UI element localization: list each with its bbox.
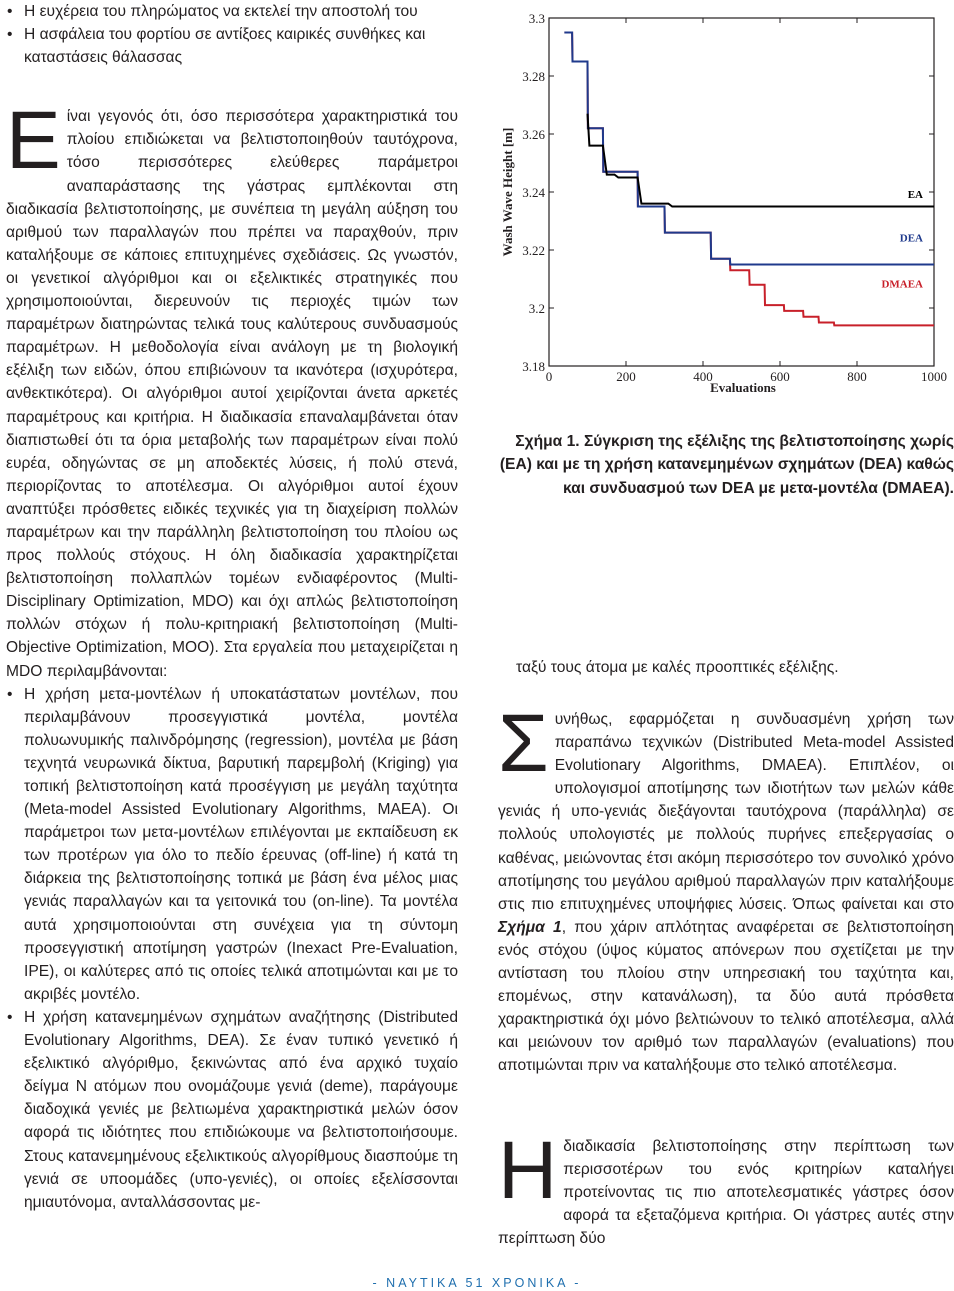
bullet-text: Η χρήση μετα-μοντέλων ή υποκατάστατων μοντέλων, που περιλαμβάνουν προσεγγιστικά μοντέλα, μοντέλα πολυωνυμικής παλινδρόμησης (regression), μοντέλα με βάση τεχνητά νευρωνικά δίκτυα, βαρυτική παρεμβολή (Kriging) για τοπική βελτιστοποίηση κατά προσέγγιση με μεγάλη ταχύτητα (Meta-model Assisted Evolutionary Algorithms, MAEA). Οι παράμετροι των μετα-μοντέλων επιλέγονται με εκπαίδευση εκ των προτέρων για όλο το πεδίο έρευνας (off-line) ή κατά τη διάρκεια της βελτιστοποίησης τοπικά με βάση ένα μέλος μιας γενιάς παραλλαγών και τα γειτονικά του (on-line). Τα μοντέλα αυτά χρησιμοποιούνται στη συνέχεια για τη σύντομη προσεγγιστική αποτίμηση γαστρών (Inexact Pre-Evaluation, IPE), οι καλύτερες από τις οποίες τελικά αποτιμώνται και με το ακριβές μοντέλο. bbox=[24, 685, 458, 1003]
chart-ylabel: Wash Wave Height [m] bbox=[500, 127, 515, 257]
bullet-text: Η χρήση κατανεμημένων σχημάτων αναζήτησης (Distributed Evolutionary Algorithms, DEA). Σε έναν τυπικό γενετικό ή εξελικτικό αλγόριθμο, ξεκινώντας από ένα αρχικό τυχαίο δείγμα Ν ατόμων που ονομάζουμε γενιά (deme), παράγουμε διαδοχικά γενιές με βελτιωμένα χαρακτηριστικά μελών όσον αφορά τις ιδιότητες που επιδιώκουμε να βελτιστοποιήσουμε. Στους κατανεμημένους εξελικτικούς αλγορίθμους διασπούμε τη γενιά σε υποομάδες (υπο-γενιές), οι οποίες εξελίσσονται ημιαυτόνομα, ανταλλάσσοντας με- bbox=[24, 1008, 458, 1211]
chart-xlabel: Evaluations bbox=[710, 380, 776, 395]
series-line-ea bbox=[588, 114, 935, 207]
page-number: 51 bbox=[465, 1276, 486, 1290]
footer-dash: - bbox=[574, 1276, 582, 1290]
paragraph-text: ίναι γεγονός ότι, όσο περισσότερα χαρακτηριστικά του πλοίου επιδιώκεται να βελτιστοποιηθούν ταυτόχρονα, τόσο περισσότερες ελεύθερες παράμετροι αναπαράστασης της γάστρας εμπλέκονται στη διαδικασία βελτιστοποίησης, με συνέπεια τη μεγάλη αύξηση του αριθμού των παραλλαγών που πρέπει να παραχθούν, πριν καταλήξουμε σε κάποιες επιτυχημένες σχεδιάσεις. Ως γνωστόν, οι γενετικοί αλγόριθμοι και οι εξελικτικές στρατηγικές που χρησιμοποιούνται, διερευνούν τις περιοχές τιμών των παραμέτρων διατηρώντας τελικά τους καλύτερους συνδυασμούς παραμέτρων. Η μεθοδολογία είναι ανάλογη με τη βιολογική εξέλιξη των ειδών, όπου επιβιώνουν τα ικανότερα (ισχυρότερα, ανθεκτικότερα). Οι αλγόριθμοι αυτοί χειρίζονται άνετα αρκετές παραμέτρους και κριτήρια. Η διαδικασία επαναλαμβάνεται όταν διαπιστωθεί ότι τα όρια μεταβολής των παραμέτρων είναι πολύ ευρέα, οδηγώντας σε μη αποδεκτές λύσεις, ή πολύ στενά, περιορίζοντας το αποτέλεσμα. Οι αλγόριθμοι αυτοί έχουν αναπτύξει πρόσθετες ειδικές τεχνικές για τη διαχείριση πολλών παραμέτρων και την παράλληλη βελτιστοποίηση του πλοίου ως προς πολλούς στόχους. Η όλη διαδικασία χαρακτηρίζεται βελτιστοποίηση πολλαπλών τομέων ενδιαφέροντος (Multi-Disciplinary Optimization, MDO) και όχι απλώς βελτιστοποίηση πολλών στόχων ή πολυ-κριτηριακή βελτιστοποίηση (Multi-Objective Optimization, MOO). Στα εργαλεία που μεταχειρίζεται η MDO περιλαμβάνονται: bbox=[6, 108, 458, 680]
figure-chart bbox=[498, 0, 954, 412]
x-tick-label: 0 bbox=[545, 369, 553, 384]
bullet-text: Η ασφάλεια του φορτίου σε αντίξοες καιρικές συνθήκες και καταστάσεις θάλασσας bbox=[24, 26, 426, 67]
chart-axes bbox=[522, 11, 947, 384]
line-chart bbox=[498, 0, 954, 412]
figure-caption bbox=[498, 430, 954, 500]
paragraph-meta-models bbox=[498, 698, 954, 1078]
list-item bbox=[6, 683, 458, 1006]
caption-label: Σχήμα 1. bbox=[515, 433, 580, 450]
x-tick-label: 1000 bbox=[921, 369, 947, 384]
series-line-dmaea bbox=[564, 33, 934, 326]
legend-label-dmaea: DMAEA bbox=[881, 278, 923, 291]
chart-series bbox=[564, 33, 934, 326]
page-footer bbox=[0, 1276, 954, 1290]
y-tick-label: 3.3 bbox=[528, 11, 545, 26]
list-item bbox=[6, 23, 458, 69]
paragraph-text: διαδικασία βελτιστοποίησης στην περίπτωση των περισσοτέρων του ενός κριτηρίων καταλήγει προτείνοντας τις πιο αποτελεσματικές γάστρες όσον αφορά τα εξεταζόμενα κριτήρια. Οι γάστρες αυτές στην περίπτωση δύο bbox=[498, 1138, 954, 1248]
x-tick-label: 400 bbox=[693, 369, 713, 384]
series-line-dea bbox=[564, 33, 934, 265]
x-tick-label: 800 bbox=[847, 369, 867, 384]
paragraph-text-end: , που χάριν απλότητας αναφέρεται σε βελτιστοποίηση ενός στόχου (ύψος κύματος απόνερων που σχετίζεται με την αντίσταση του πλοίου στην υπηρεσιακή του ταχύτητα και, επομένως, στην κατανάλωση), τα δύο αυτά πρόσθετα χαρακτηριστικά όχι μόνο βελτιώνουν το τελικό αποτέλεσμα, αλλά και μειώνουν τον αριθμό των παραλλαγών (evaluations) που αποτιμώνται πριν να καταλήξουμε στο τελικό αποτέλεσμα. bbox=[498, 918, 954, 1075]
bullet-text: Η ευχέρεια του πληρώματος να εκτελεί την αποστολή του bbox=[24, 3, 418, 20]
x-tick-label: 600 bbox=[770, 369, 790, 384]
left-column bbox=[6, 0, 458, 1214]
dropcap: Σ bbox=[498, 698, 549, 789]
y-tick-label: 3.22 bbox=[522, 243, 545, 258]
plot-frame bbox=[549, 18, 934, 366]
legend-label-dea: DEA bbox=[899, 232, 923, 245]
paragraph-text: υνήθως, εφαρμόζεται η συνδυασμένη χρήση των παραπάνω τεχνικών (Distributed Meta-model Assisted Evolutionary Algorithms, DMAEA). Επιπλέον, οι υπολογισμοί αποτίμησης των ιδιοτήτων των μελών κάθε γενιάς ή υπο-γενιάς διεξάγονται ταυτόχρονα (παράλληλα) σε πολλούς υπολογιστές με πολλούς πυρήνες επεξεργασίας ο καθένας, μειώνοντας έτσι ακόμη περισσότερο τον συνολικό χρόνο αποτίμησης του μεγάλου αριθμού παραλλαγών πριν καταλήξουμε στις πιο επιτυχημένες υποψήφιες λύσεις. Όπως φαίνεται και στο bbox=[498, 711, 954, 913]
list-item bbox=[6, 0, 458, 23]
dropcap: Ε bbox=[6, 95, 61, 187]
y-tick-label: 3.18 bbox=[522, 359, 545, 374]
legend-label-ea: EA bbox=[907, 188, 923, 201]
caption-text: Σύγκριση της εξέλιξης της βελτιστοποίησης χωρίς (EA) και με τη χρήση κατανεμημένων σχημάτων (DEA) καθώς και συνδυασμού των DEA με μετα-μοντέλα (DMAEA). bbox=[499, 433, 954, 497]
x-tick-label: 200 bbox=[616, 369, 636, 384]
paragraph-intro bbox=[6, 95, 458, 682]
y-tick-label: 3.2 bbox=[528, 301, 545, 316]
magazine-name: ΝΑΥΤΙΚΑ bbox=[386, 1276, 460, 1290]
dropcap: Η bbox=[498, 1125, 558, 1216]
y-tick-label: 3.26 bbox=[522, 127, 545, 142]
paragraph-multi-criteria bbox=[498, 1125, 954, 1250]
magazine-name: ΧΡΟΝΙΚΑ bbox=[491, 1276, 568, 1290]
list-item bbox=[6, 1006, 458, 1214]
y-tick-label: 3.28 bbox=[522, 69, 545, 84]
continuation-text: ταξύ τους άτομα με καλές προοπτικές εξέλιξης. bbox=[516, 659, 839, 676]
y-tick-label: 3.24 bbox=[522, 185, 545, 200]
footer-dash: - bbox=[372, 1276, 380, 1290]
figure-reference: Σχήμα 1 bbox=[498, 918, 562, 936]
